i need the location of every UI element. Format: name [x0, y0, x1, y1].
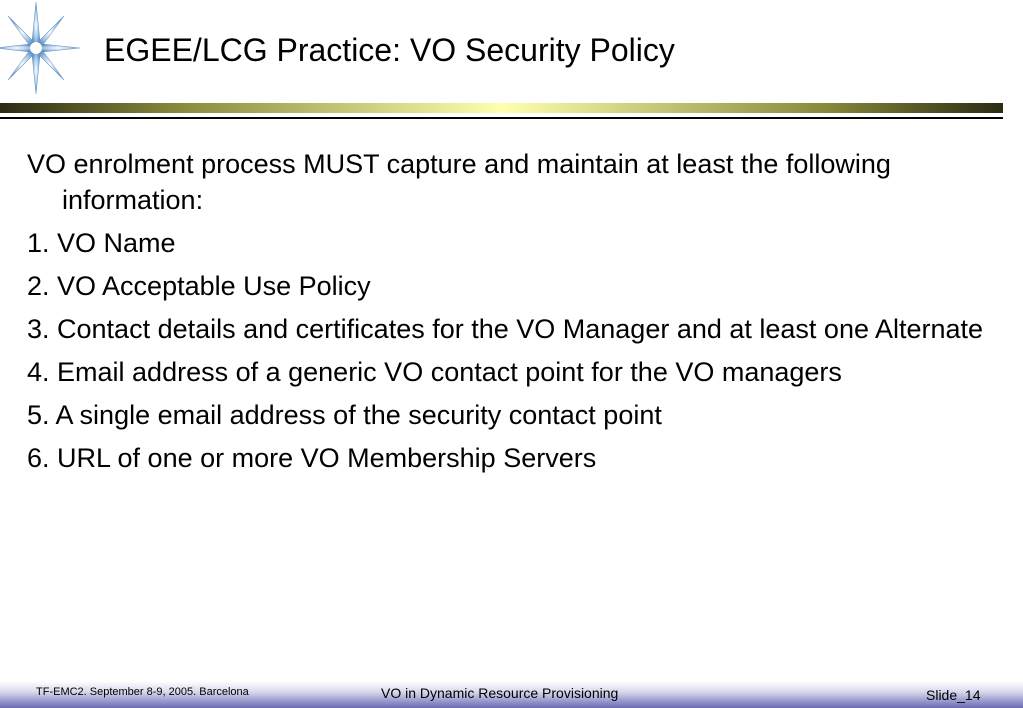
title-gradient-bar	[0, 103, 1003, 113]
slide-title: EGEE/LCG Practice: VO Security Policy	[104, 32, 675, 68]
footer-talk-title: VO in Dynamic Resource Provisioning	[381, 685, 619, 701]
title-rule	[0, 117, 1003, 119]
list-item: 2. VO Acceptable Use Policy	[27, 271, 371, 301]
footer-event: TF-EMC2. September 8-9, 2005. Barcelona	[36, 686, 249, 698]
body-intro: VO enrolment process MUST capture and maintain at least the following information:	[27, 149, 891, 215]
list-item: 5. A single email address of the security contact point	[27, 400, 662, 430]
list-item: 3. Contact details and certificates for the VO Manager and at least one Alternate	[27, 314, 984, 344]
starburst-icon	[0, 0, 90, 100]
slide-body	[27, 146, 1002, 483]
slide-number: Slide_14	[926, 687, 981, 703]
list-item: 4. Email address of a generic VO contact point for the VO managers	[27, 357, 842, 387]
list-item: 1. VO Name	[27, 228, 176, 258]
list-item: 6. URL of one or more VO Membership Servers	[27, 443, 597, 473]
